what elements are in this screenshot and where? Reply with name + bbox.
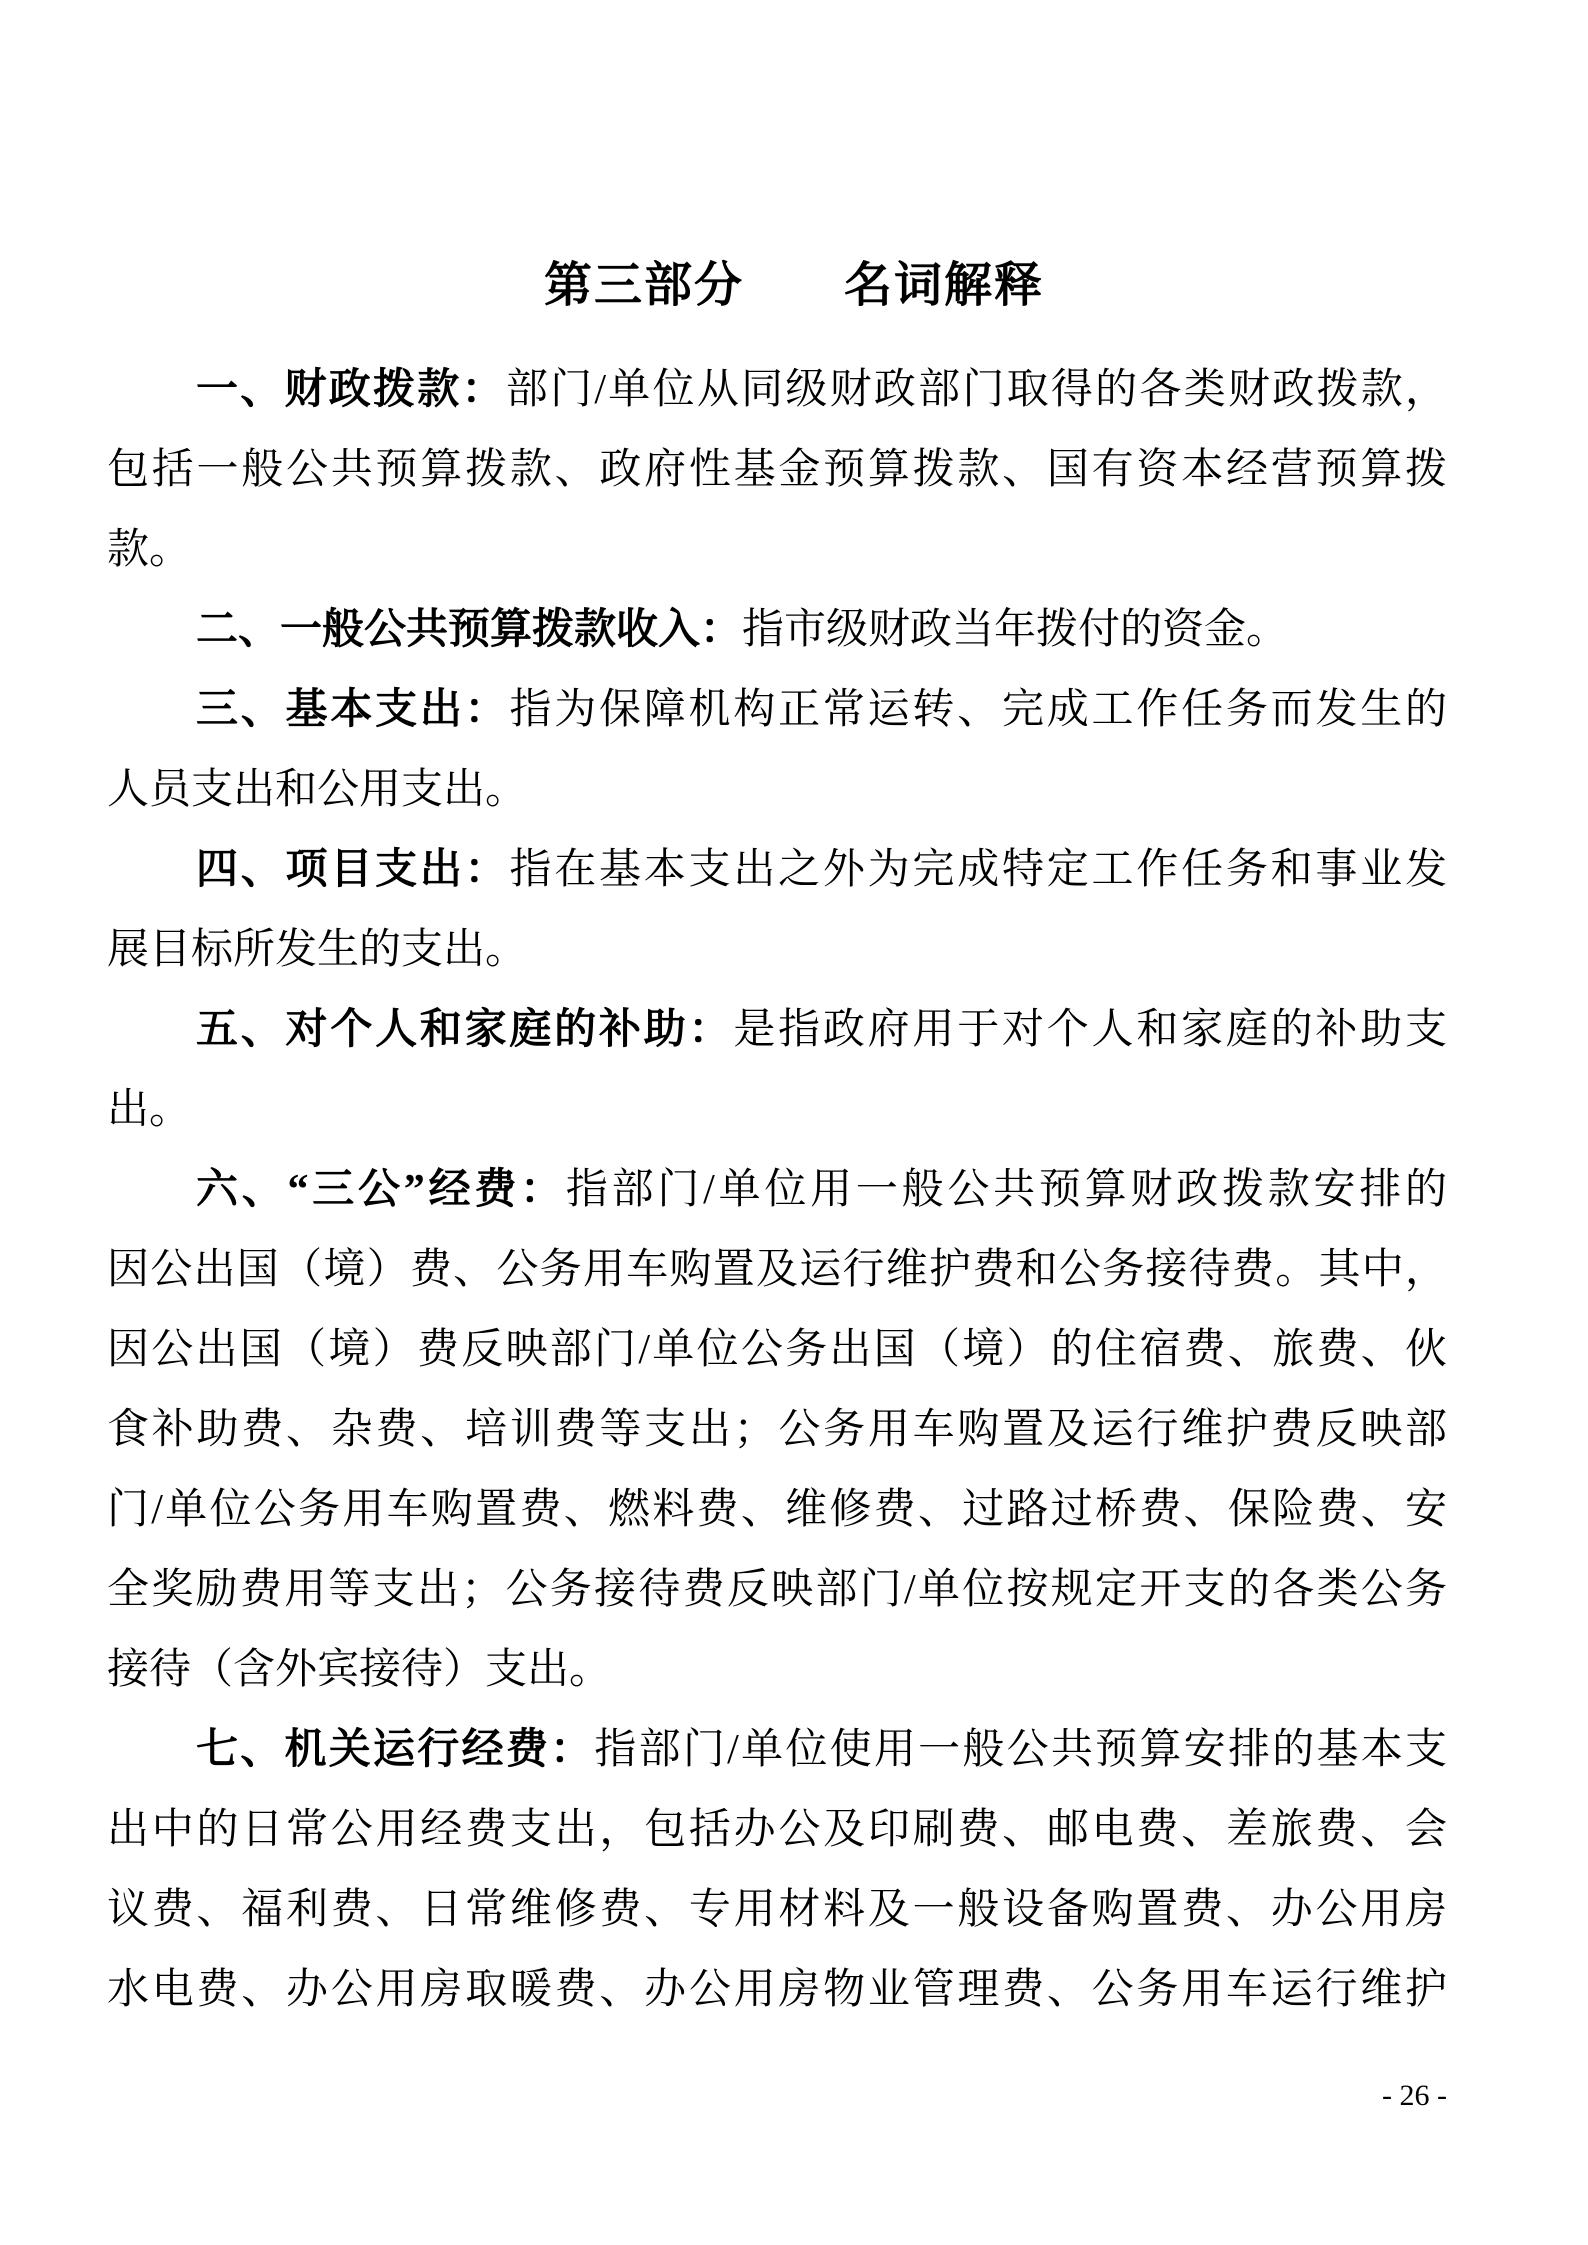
line-text: 部门/单位从同级财政部门取得的各类财政拨款， [505,367,1447,413]
page-number: - 26 - [1382,2079,1447,2112]
paragraph-agency-operating-funds [107,1710,1447,2030]
text-line [107,1870,1447,1950]
paragraph-fiscal-appropriation [107,350,1447,590]
text-line [107,1070,1447,1150]
paragraph-general-public-budget-income [107,590,1447,670]
text-line [107,1230,1447,1310]
line-text: 款。 [107,527,192,573]
line-text: 因公出国（境）费、公务用车购置及运行维护费和公务接待费。其中， [107,1247,1447,1293]
text-line [107,1310,1447,1390]
line-text: 全奖励费用等支出；公务接待费反映部门/单位按规定开支的各类公务 [107,1567,1447,1613]
text-line [107,830,1447,910]
text-line [107,1470,1447,1550]
line-text: 人员支出和公用支出。 [107,767,528,813]
term-label: 四、项目支出： [196,847,510,893]
text-line [107,1390,1447,1470]
page-title: 第三部分 名词解释 [543,259,1044,313]
line-text: 指部门/单位使用一般公共预算安排的基本支 [594,1727,1447,1773]
text-line [107,1790,1447,1870]
text-line [107,990,1447,1070]
text-line [107,670,1447,750]
document-body [107,350,1447,2030]
line-text: 包括一般公共预算拨款、政府性基金预算拨款、国有资本经营预算拨 [107,447,1447,493]
line-text: 议费、福利费、日常维修费、专用材料及一般设备购置费、办公用房 [107,1887,1447,1933]
line-text: 接待（含外宾接待）支出。 [107,1647,612,1693]
text-line [107,750,1447,830]
line-text: 是指政府用于对个人和家庭的补助支 [733,1007,1447,1053]
term-label: 三、基本支出： [196,687,510,733]
term-label: 五、对个人和家庭的补助： [196,1007,734,1053]
paragraph-subsidies-individuals-families [107,990,1447,1150]
text-line [107,1950,1447,2030]
term-label: 七、机关运行经费： [196,1727,595,1773]
paragraph-project-expenditure [107,830,1447,990]
line-text: 指为保障机构正常运转、完成工作任务而发生的 [509,687,1447,733]
term-label: 六、“三公”经费： [196,1167,566,1213]
line-text: 出。 [107,1087,192,1133]
term-label: 一、财政拨款： [196,367,506,413]
line-text: 展目标所发生的支出。 [107,927,528,973]
text-line [107,1710,1447,1790]
line-text: 因公出国（境）费反映部门/单位公务出国（境）的住宿费、旅费、伙 [107,1327,1447,1373]
line-text: 水电费、办公用房取暖费、办公用房物业管理费、公务用车运行维护 [107,1967,1447,2013]
text-line [107,1630,1447,1710]
text-line [107,910,1447,990]
line-text: 食补助费、杂费、培训费等支出；公务用车购置及运行维护费反映部 [107,1407,1447,1453]
text-line [107,350,1447,430]
term-label: 二、一般公共预算拨款收入： [196,607,743,653]
text-line [107,590,1447,670]
text-line [107,430,1447,510]
line-text: 指市级财政当年拨付的资金。 [742,607,1289,653]
line-text: 指在基本支出之外为完成特定工作任务和事业发 [509,847,1447,893]
text-line [107,510,1447,590]
paragraph-basic-expenditure [107,670,1447,830]
paragraph-three-public-funds [107,1150,1447,1710]
line-text: 指部门/单位用一般公共预算财政拨款安排的 [565,1167,1447,1213]
text-line [107,1550,1447,1630]
line-text: 门/单位公务用车购置费、燃料费、维修费、过路过桥费、保险费、安 [107,1487,1447,1533]
text-line [107,1150,1447,1230]
line-text: 出中的日常公用经费支出，包括办公及印刷费、邮电费、差旅费、会 [107,1807,1447,1853]
